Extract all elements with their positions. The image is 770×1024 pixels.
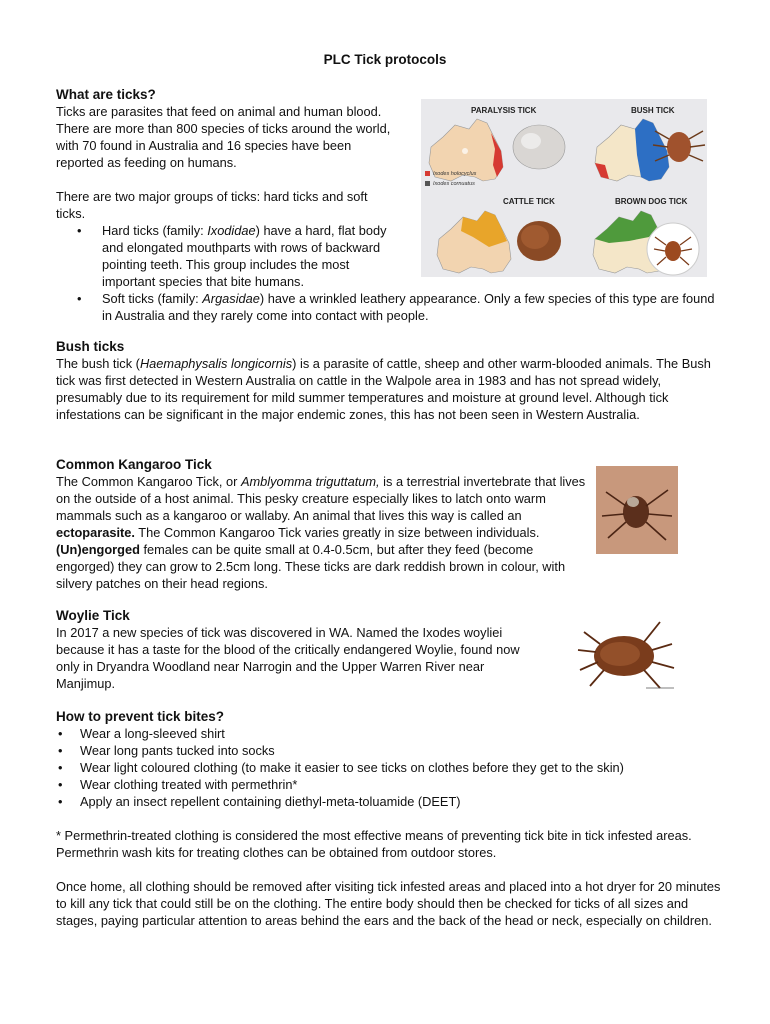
section-heading: Common Kangaroo Tick [56,457,212,472]
section-woylie-tick [56,607,536,692]
woylie-tick-photo [572,610,684,700]
list-item: • Wear clothing treated with permethrin* [56,776,726,793]
paragraph: Once home, all clothing should be removed after visiting tick infested areas and placed into a hot dryer for 20 minutes to kill any tick that could still be on the clothing. The entire body should then be checked for ticks of all sizes and stages, paying particular attention to areas behind the ears and the back of the head or neck, especially on children. [56,879,721,928]
map-legend-entry: Ixodes holocyclus [433,171,477,177]
map-label: BUSH TICK [631,106,675,115]
paralysis-tick-icon [513,125,565,169]
paragraph: The bush tick (Haemaphysalis longicornis) is a parasite of cattle, sheep and other warm-blooded animals. The Bush tick was first detected in Western Australia on cattle in the Walpole area in 1983 and has not spread widely, presumably due to its requirement for mild summer temperatures and moisture at ground level. Although tick infestations can be significant in the major endemic zones, this has not been seen in Western Australia. [56,356,711,422]
australia-map-icon [595,119,669,181]
list-item: • Wear a long-sleeved shirt [56,725,726,742]
list-item: • Wear light coloured clothing (to make it easier to see ticks on clothes before they get to the skin) [56,759,726,776]
section-what-are-ticks [56,86,396,222]
kangaroo-tick-icon [596,466,678,554]
kangaroo-tick-photo [596,466,678,554]
map-label: BROWN DOG TICK [615,197,688,206]
prevention-list [56,725,726,810]
section-heading: How to prevent tick bites? [56,709,225,724]
map-legend-entry: Ixodes cornuatus [433,181,475,187]
paragraph: The Common Kangaroo Tick, or Amblyomma triguttatum, is a terrestrial invertebrate that lives on the outside of a host animal. This pesky creature especially likes to latch onto warm mammals such as a kangaroo or wallaby. An animal that lives this way is called an ectoparasite. The Common Kangaroo Tick varies greatly in size between individuals. (Un)engorged females can be quite small at 0.4-0.5cm, but after they feed (become engorged) they can grow to 2.5cm long. These ticks are dark reddish brown in colour, with silvery patches on their head regions. [56,474,586,591]
australia-map-icon [437,211,511,273]
list-item: • Soft ticks (family: Argasidae) have a wrinkled leathery appearance. Only a few species of this type are found in Australia and they rarely come into contact with people. [56,290,716,324]
section-heading: Woylie Tick [56,608,130,623]
page-title: PLC Tick protocols [323,52,447,67]
map-illustrations [421,99,707,277]
section-bush-ticks [56,338,721,423]
footnote: * Permethrin-treated clothing is considered the most effective means of preventing tick bite in tick infested areas. Permethrin wash kits for treating clothes can be obtained from outdoor stores. [56,828,692,860]
section-heading: What are ticks? [56,87,156,102]
section-kangaroo-tick [56,456,586,592]
map-label: PARALYSIS TICK [471,106,537,115]
section-heading: Bush ticks [56,339,125,354]
list-item: • Wear long pants tucked into socks [56,742,726,759]
tick-distribution-map-figure [421,99,707,277]
paragraph: There are two major groups of ticks: hard ticks and soft ticks. [56,189,368,221]
paragraph: Ticks are parasites that feed on animal and human blood. There are more than 800 species of ticks around the world, with 70 found in Australia and 16 species have been reported as feeding on humans. [56,104,391,170]
section-prevent-bites [56,708,726,929]
list-item: • Hard ticks (family: Ixodidae) have a hard, flat body and elongated mouthparts with rows of backward pointing teeth. This group includes the most important species that bite humans. [56,222,400,290]
woylie-tick-icon [572,610,684,700]
paragraph: In 2017 a new species of tick was discovered in WA. Named the Ixodes woyliei because it has a taste for the blood of the critically endangered Woylie, found now only in Dryandra Woodland near Narrogin and the Upper Warren River near Manjimup. [56,625,520,691]
list-item: • Apply an insect repellent containing diethyl-meta-toluamide (DEET) [56,793,726,810]
map-label: CATTLE TICK [503,197,555,206]
